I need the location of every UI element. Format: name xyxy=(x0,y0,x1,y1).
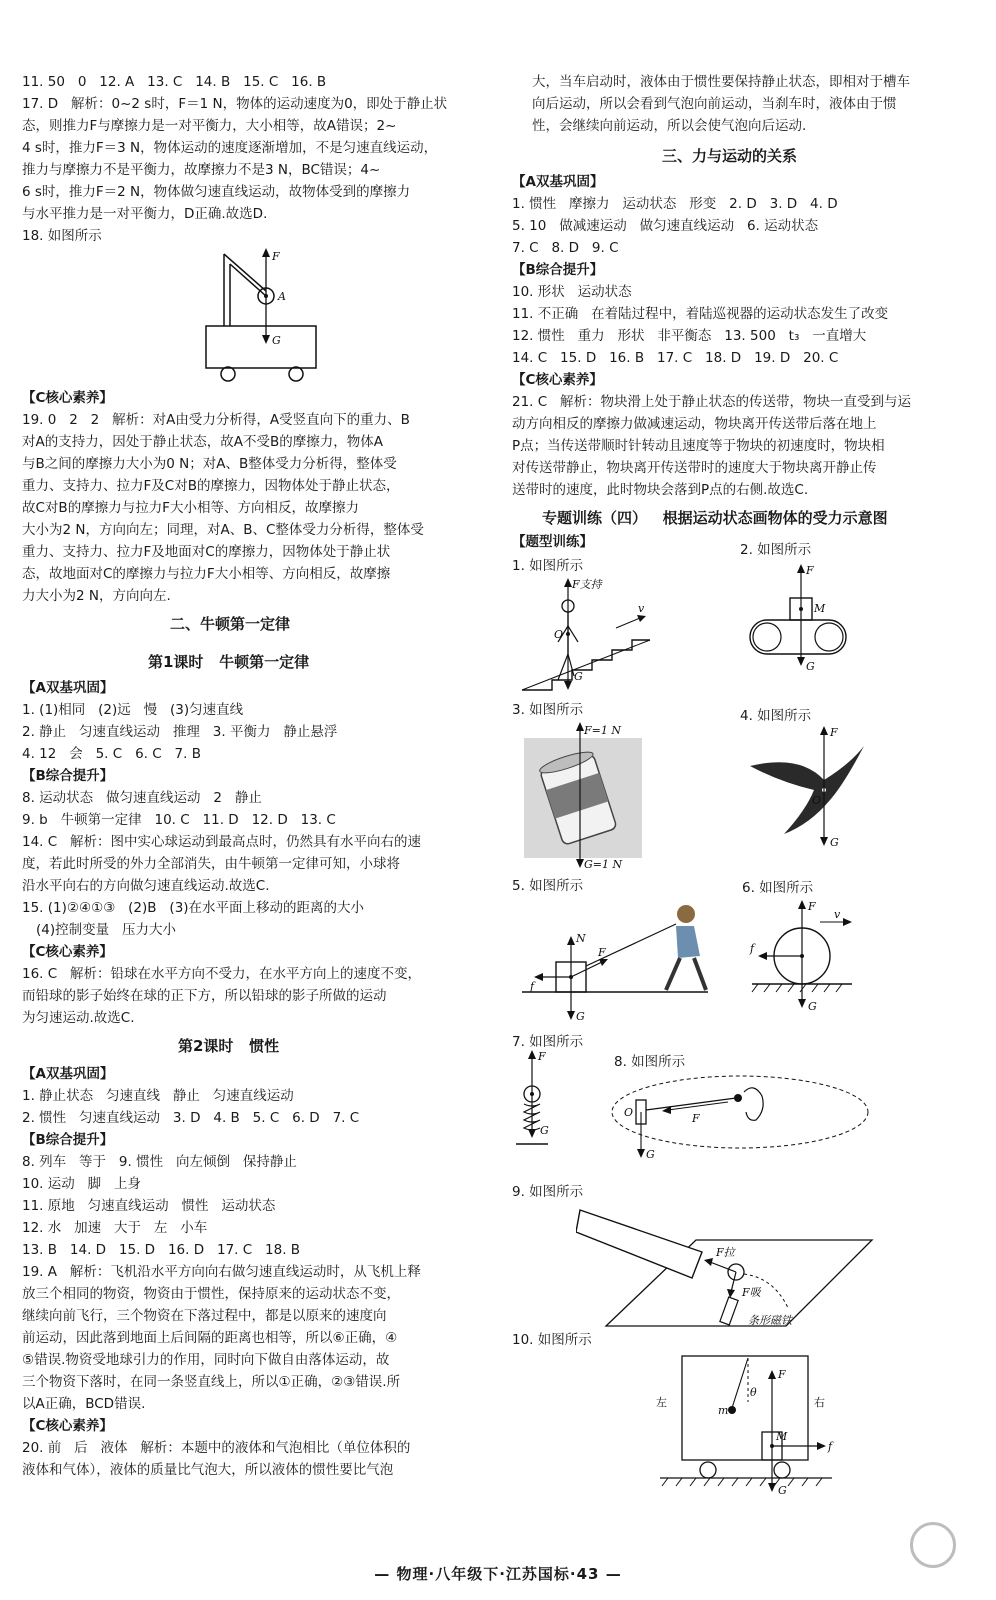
section-header: 【B综合提升】 xyxy=(22,768,114,784)
label-F: F xyxy=(598,946,606,959)
figure-caption: 7. 如图所示 xyxy=(512,1034,584,1050)
label-f: f xyxy=(530,980,535,993)
answer-line: 1. 静止状态 匀速直线 静止 匀速直线运动 xyxy=(22,1088,294,1104)
answer-line: 力大小为2 N，方向向左. xyxy=(22,588,171,604)
answer-line: 前运动，因此落到地面上后间隔的距离也相等，所以⑥正确，④ xyxy=(22,1330,398,1346)
figure-8-circular-motion xyxy=(608,1072,878,1168)
answer-line: 17. D 解析：0~2 s时，F＝1 N，物体的运动速度为0，即处于静止状 xyxy=(22,96,448,112)
page-footer: — 物理·八年级下·江苏国标·43 — xyxy=(374,1565,622,1583)
answer-line: 15. (1)②④①③ (2)B (3)在水平面上移动的距离的大小 xyxy=(22,900,365,916)
label-F-suction: F吸 xyxy=(742,1286,761,1299)
answer-line: 大，当车启动时，液体由于惯性要保持静止状态，即相对于槽车 xyxy=(532,74,910,90)
answer-line: 送带时的速度，此时物块会落到P点的右侧.故选C. xyxy=(512,482,809,498)
section-header: 【A双基巩固】 xyxy=(22,680,114,696)
answer-line: 21. C 解析：物块滑上处于静止状态的传送带，物块一直受到与运 xyxy=(512,394,912,410)
label-magnet: 条形磁铁 xyxy=(748,1314,792,1327)
answer-line: 为匀速运动.故选C. xyxy=(22,1010,135,1026)
label-N: N xyxy=(576,932,586,945)
answer-line: 2. 静止 匀速直线运动 推理 3. 平衡力 静止悬浮 xyxy=(22,724,338,740)
section-header: 【C核心素养】 xyxy=(22,390,113,406)
section-header: 【C核心素养】 xyxy=(22,1418,113,1434)
answer-line: 16. C 解析：铅球在水平方向不受力，在水平方向上的速度不变， xyxy=(22,966,422,982)
answer-line: 10. 运动 脚 上身 xyxy=(22,1176,142,1192)
label-G: G xyxy=(540,1124,549,1137)
figure-caption: 9. 如图所示 xyxy=(512,1184,584,1200)
label-F-pull: F拉 xyxy=(716,1246,735,1259)
label-F: F xyxy=(808,900,816,913)
answer-line: 19. 0 2 2 解析：对A由受力分析得，A受竖直向下的重力、B xyxy=(22,412,410,428)
answer-line: 液体和气体），液体的质量比气泡大，所以液体的惯性要比气泡 xyxy=(22,1462,394,1478)
figure-18-cart xyxy=(200,246,350,386)
figure-caption: 1. 如图所示 xyxy=(512,558,584,574)
answer-line: P点；当传送带顺时针转动且速度等于物块的初速度时，物块相 xyxy=(512,438,885,454)
label-F-support: F支持 xyxy=(572,578,602,591)
answer-line: 14. C 解析：图中实心球运动到最高点时，仍然具有水平向右的速 xyxy=(22,834,422,850)
label-G-1N: G=1 N xyxy=(584,858,623,871)
answer-line: ⑤错误.物资受地球引力的作用，同时向下做自由落体运动，故 xyxy=(22,1352,390,1368)
answer-line: 1. (1)相同 (2)远 慢 (3)匀速直线 xyxy=(22,702,244,718)
answer-line: 14. C 15. D 16. B 17. C 18. D 19. D 20. C xyxy=(512,350,839,366)
label-F: F xyxy=(830,726,838,739)
section-header: 【A双基巩固】 xyxy=(22,1066,114,1082)
answer-line: 重力、支持力、拉力F及C对B的摩擦力，因物体处于静止状态， xyxy=(22,478,400,494)
answer-line: 继续向前飞行，三个物资在下落过程中，都是以原来的速度向 xyxy=(22,1308,387,1324)
watermark-logo xyxy=(888,1522,978,1582)
answer-line: (4)控制变量 压力大小 xyxy=(36,922,176,938)
answer-line: 故C对B的摩擦力与拉力F大小相等、方向相反，故摩擦力 xyxy=(22,500,359,516)
label-v: v xyxy=(638,602,645,615)
figure-caption: 8. 如图所示 xyxy=(614,1054,686,1070)
answer-line: 4. 12 会 5. C 6. C 7. B xyxy=(22,746,201,762)
answer-line: 13. B 14. D 15. D 16. D 17. C 18. B xyxy=(22,1242,301,1258)
figure-1-stairs-person xyxy=(512,576,662,696)
label-left: 左 xyxy=(656,1396,667,1409)
label-O: O xyxy=(812,794,822,807)
figure-caption: 10. 如图所示 xyxy=(512,1332,592,1348)
label-F: F xyxy=(806,564,814,577)
label-G: G xyxy=(272,334,281,347)
figure-10-accelerating-car xyxy=(652,1346,852,1496)
label-G: G xyxy=(574,670,583,683)
label-G: G xyxy=(778,1484,787,1496)
answer-line: 以A正确，BCD错误. xyxy=(22,1396,146,1412)
label-A: A xyxy=(278,290,286,303)
answer-line: 1. 惯性 摩擦力 运动状态 形变 2. D 3. D 4. D xyxy=(512,196,838,212)
answer-line: 5. 10 做减速运动 做匀速直线运动 6. 运动状态 xyxy=(512,218,819,234)
label-M: M xyxy=(814,602,826,615)
figure-5-boy-pulling-box xyxy=(518,896,738,1026)
answer-line: 18. 如图所示 xyxy=(22,228,102,244)
answer-line: 7. C 8. D 9. C xyxy=(512,240,619,256)
label-G: G xyxy=(830,836,839,849)
answer-line: 11. 原地 匀速直线运动 惯性 运动状态 xyxy=(22,1198,276,1214)
figure-7-spring-ball xyxy=(512,1048,572,1158)
lesson-title: 第2课时 惯性 xyxy=(178,1037,280,1055)
answer-line: 与B之间的摩擦力大小为0 N；对A、B整体受力分析得，整体受 xyxy=(22,456,397,472)
answer-line: 性，会继续向前运动，所以会使气泡向后运动. xyxy=(532,118,807,134)
answer-line: 向后运动，所以会看到气泡向前运动，当刹车时，液体由于惯 xyxy=(532,96,897,112)
chapter-title: 三、力与运动的关系 xyxy=(662,147,798,165)
answer-line: 推力与摩擦力不是平衡力，故摩擦力不是3 N，BC错误；4~ xyxy=(22,162,381,178)
answer-line: 态，故地面对C的摩擦力与拉力F大小相等、方向相反，故摩擦 xyxy=(22,566,391,582)
figure-2-conveyor-block xyxy=(740,562,860,682)
figure-caption: 3. 如图所示 xyxy=(512,702,584,718)
answer-line: 重力、支持力、拉力F及地面对C的摩擦力，因物体处于静止状 xyxy=(22,544,391,560)
answer-line: 三个物资下落时，在同一条竖直线上，所以①正确，②③错误.所 xyxy=(22,1374,401,1390)
section-header: 【B综合提升】 xyxy=(22,1132,114,1148)
label-F: F xyxy=(272,250,280,263)
label-M: M xyxy=(776,1430,788,1443)
label-G: G xyxy=(806,660,815,673)
label-right: 右 xyxy=(814,1396,825,1409)
answer-line: 态，则推力F与摩擦力是一对平衡力，大小相等，故A错误；2~ xyxy=(22,118,397,134)
answer-line: 4 s时，推力F＝3 N，物体运动的速度逐渐增加，不是匀速直线运动， xyxy=(22,140,438,156)
answer-line: 8. 运动状态 做匀速直线运动 2 静止 xyxy=(22,790,262,806)
label-F: F xyxy=(778,1368,786,1381)
section-header: 【A双基巩固】 xyxy=(512,174,604,190)
answer-line: 沿水平向右的方向做匀速直线运动.故选C. xyxy=(22,878,270,894)
label-G: G xyxy=(808,1000,817,1013)
answer-line: 20. 前 后 液体 解析：本题中的液体和气泡相比（单位体积的 xyxy=(22,1440,411,1456)
answer-line: 放三个相同的物资，物资由于惯性，保持原来的运动状态不变， xyxy=(22,1286,400,1302)
figure-6-rolling-ball xyxy=(742,898,862,1018)
answer-line: 11. 50 0 12. A 13. C 14. B 15. C 16. B xyxy=(22,74,327,90)
answer-line: 8. 列车 等于 9. 惯性 向左倾倒 保持静止 xyxy=(22,1154,297,1170)
section-header: 【题型训练】 xyxy=(512,534,593,550)
figure-3-can-photo xyxy=(520,722,650,872)
figure-4-swallow xyxy=(740,724,880,854)
label-F: F xyxy=(692,1112,700,1125)
label-m: m xyxy=(718,1404,729,1417)
figure-caption: 2. 如图所示 xyxy=(740,542,812,558)
answer-line: 19. A 解析：飞机沿水平方向向右做匀速直线运动时，从飞机上释 xyxy=(22,1264,421,1280)
figure-9-magnet-ball xyxy=(576,1200,876,1330)
label-F: F xyxy=(538,1050,546,1063)
lesson-title: 第1课时 牛顿第一定律 xyxy=(148,653,310,671)
figure-caption: 4. 如图所示 xyxy=(740,708,812,724)
label-G: G xyxy=(576,1010,585,1023)
answer-line: 对A的支持力，因处于静止状态，故A不受B的摩擦力，物体A xyxy=(22,434,383,450)
label-v: v xyxy=(834,908,841,921)
answer-line: 11. 不正确 在着陆过程中，着陆巡视器的运动状态发生了改变 xyxy=(512,306,889,322)
answer-line: 6 s时，推力F＝2 N，物体做匀速直线运动，故物体受到的摩擦力 xyxy=(22,184,411,200)
answer-line: 而铅球的影子始终在球的正下方，所以铅球的影子所做的运动 xyxy=(22,988,387,1004)
figure-caption: 6. 如图所示 xyxy=(742,880,814,896)
label-O: O xyxy=(624,1106,634,1119)
figure-caption: 5. 如图所示 xyxy=(512,878,584,894)
answer-line: 12. 惯性 重力 形状 非平衡态 13. 500 t₃ 一直增大 xyxy=(512,328,867,344)
answer-line: 动方向相反的摩擦力做减速运动，物块离开传送带后落在地上 xyxy=(512,416,877,432)
answer-line: 2. 惯性 匀速直线运动 3. D 4. B 5. C 6. D 7. C xyxy=(22,1110,360,1126)
section-header: 【C核心素养】 xyxy=(512,372,603,388)
answer-line: 9. b 牛顿第一定律 10. C 11. D 12. D 13. C xyxy=(22,812,336,828)
answer-line: 12. 水 加速 大于 左 小车 xyxy=(22,1220,208,1236)
watermark-ring-icon xyxy=(910,1522,956,1568)
answer-line: 10. 形状 运动状态 xyxy=(512,284,632,300)
label-F-1N: F=1 N xyxy=(584,724,621,737)
label-O: O xyxy=(554,628,564,641)
answer-line: 与水平推力是一对平衡力，D正确.故选D. xyxy=(22,206,268,222)
section-header: 【B综合提升】 xyxy=(512,262,604,278)
label-theta: θ xyxy=(750,1386,757,1399)
label-f: f xyxy=(750,942,755,955)
answer-line: 度，若此时所受的外力全部消失，由牛顿第一定律可知，小球将 xyxy=(22,856,400,872)
label-G: G xyxy=(646,1148,655,1161)
label-f: f xyxy=(828,1440,833,1453)
chapter-title: 二、牛顿第一定律 xyxy=(170,615,291,633)
answer-line: 对传送带静止，物块离开传送带时的速度大于物块离开静止传 xyxy=(512,460,877,476)
topic-title: 专题训练（四） 根据运动状态画物体的受力示意图 xyxy=(542,509,888,527)
section-header: 【C核心素养】 xyxy=(22,944,113,960)
answer-line: 大小为2 N，方向向左；同理，对A、B、C整体受力分析得，整体受 xyxy=(22,522,424,538)
